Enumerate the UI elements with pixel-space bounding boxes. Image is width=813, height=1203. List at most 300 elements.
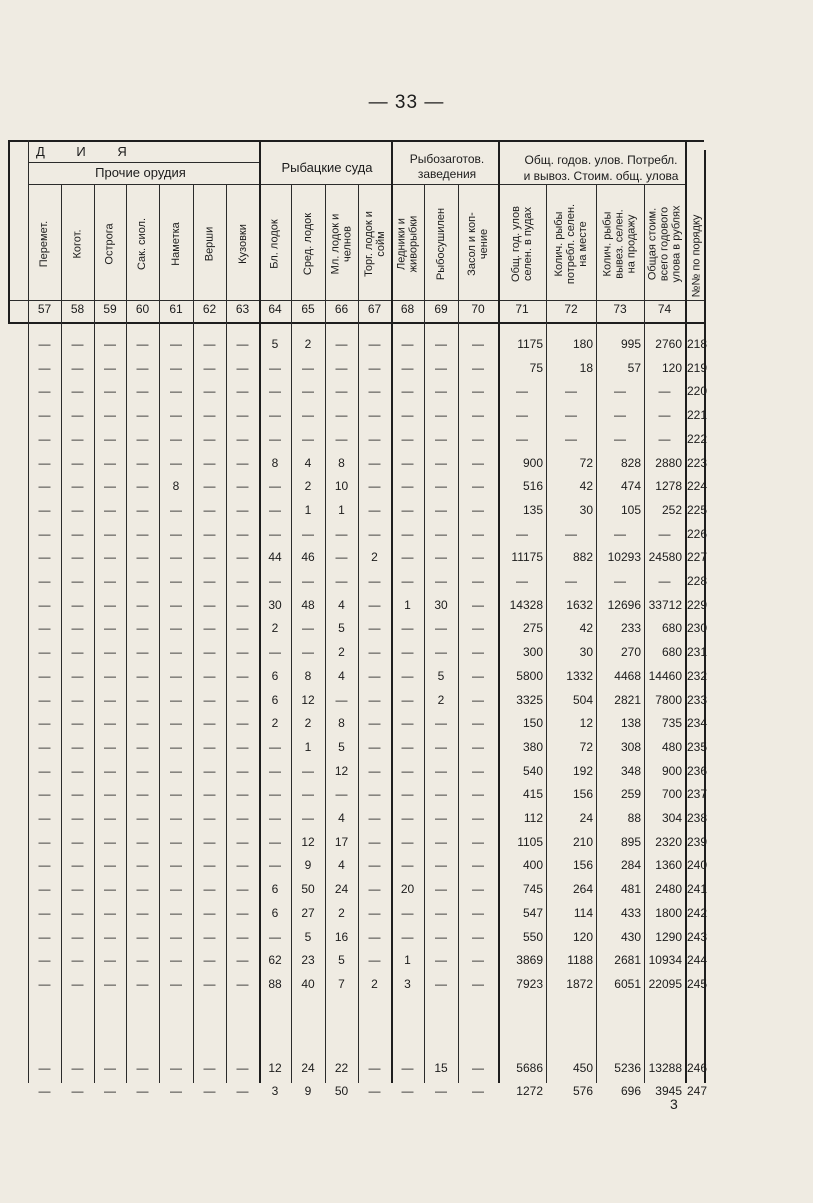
table-cell: —	[71, 1060, 84, 1075]
table-cell: 30	[579, 502, 593, 517]
table-cell: 2880	[655, 455, 682, 470]
table-cell: —	[203, 692, 216, 707]
table-cell: 24	[334, 882, 349, 897]
table-cell: 415	[522, 787, 543, 802]
table-cell: 46	[301, 550, 315, 565]
table-cell: —	[335, 337, 348, 351]
table-cell: 12	[301, 834, 315, 849]
table-cell: —	[71, 739, 84, 754]
table-cell: —	[71, 811, 84, 825]
table-cell: 2	[304, 337, 312, 351]
table-cell: —	[203, 360, 216, 375]
table-cell: 8	[338, 716, 345, 731]
table-cell: —	[401, 929, 414, 944]
table-cell: —	[170, 905, 182, 920]
table-cell: —	[71, 905, 84, 920]
table-cell: —	[401, 763, 414, 778]
table-cell: —	[104, 502, 116, 517]
table-cell: —	[472, 882, 484, 897]
table-cell: —	[136, 882, 149, 897]
table-cell: —	[104, 716, 116, 731]
table-cell: 1632	[566, 597, 593, 612]
table-cell: —	[435, 763, 447, 778]
table-cell: 2	[304, 479, 312, 494]
table-cell: —	[614, 384, 626, 399]
table-cell: —	[136, 502, 149, 517]
table-cell: —	[71, 692, 84, 707]
table-cell: 5	[271, 337, 279, 351]
table-cell: —	[170, 408, 182, 423]
table-cell: —	[472, 834, 484, 849]
row-number: 238	[687, 811, 708, 825]
table-cell: —	[435, 976, 447, 991]
table-cell: 1278	[655, 479, 682, 494]
table-cell: —	[435, 360, 447, 375]
table-cell: —	[236, 1060, 249, 1075]
table-cell: —	[516, 384, 528, 399]
table-cell: —	[170, 574, 182, 588]
column-header-71: Общ. год. улов селен. в пудах	[510, 206, 534, 282]
table-cell: 210	[572, 834, 593, 849]
table-cell: —	[203, 905, 216, 920]
table-cell: —	[435, 337, 447, 351]
table-cell: 680	[661, 621, 682, 636]
colnum-top-rule	[8, 300, 704, 301]
table-cell: —	[302, 645, 314, 660]
table-cell: —	[472, 645, 484, 660]
table-cell: 4	[338, 858, 345, 873]
header-fish-establishments: Рыбозаготов. заведения	[409, 152, 485, 181]
table-cell: 696	[620, 1084, 641, 1099]
column-header-59: Острога	[104, 223, 116, 265]
table-cell: —	[203, 1060, 216, 1075]
table-cell: —	[335, 526, 348, 541]
table-cell: —	[435, 431, 447, 446]
table-cell: —	[136, 1060, 149, 1075]
table-cell: 516	[522, 479, 543, 494]
header-dia: Д И Я	[36, 144, 141, 159]
table-cell: —	[401, 526, 414, 541]
table-cell: —	[435, 882, 447, 897]
table-cell: —	[136, 929, 149, 944]
table-cell: —	[71, 526, 84, 541]
table-cell: —	[136, 384, 149, 399]
table-cell: 57	[627, 360, 641, 375]
table-cell: 112	[523, 811, 543, 825]
row-number: 244	[687, 953, 708, 968]
table-cell: —	[472, 384, 484, 399]
table-cell: 5	[338, 621, 345, 636]
header-other-tools: Прочие орудия	[95, 165, 186, 180]
table-cell: —	[236, 550, 249, 565]
table-cell: —	[565, 431, 577, 446]
table-cell: 4	[338, 597, 345, 612]
table-cell: 1290	[655, 929, 682, 944]
table-cell: —	[203, 858, 216, 873]
table-cell: —	[38, 431, 51, 446]
table-cell: 8	[172, 479, 180, 494]
table-cell: 745	[522, 882, 543, 897]
table-cell: —	[516, 526, 528, 541]
table-cell: —	[472, 763, 484, 778]
table-cell: —	[104, 337, 116, 351]
table-cell: 252	[661, 502, 682, 517]
table-cell: —	[136, 953, 149, 968]
table-cell: 3869	[516, 953, 543, 968]
table-cell: —	[104, 834, 116, 849]
table-cell: —	[104, 645, 116, 660]
table-cell: —	[104, 597, 116, 612]
table-cell: 62	[268, 953, 282, 968]
table-cell: —	[71, 645, 84, 660]
table-cell: —	[269, 787, 281, 802]
table-cell: —	[401, 502, 414, 517]
table-cell: —	[435, 502, 447, 517]
table-cell: 481	[620, 882, 641, 897]
row-number: 220	[687, 384, 708, 399]
table-cell: —	[236, 360, 249, 375]
table-cell: —	[658, 384, 671, 399]
table-cell: 14328	[509, 597, 543, 612]
table-cell: —	[236, 455, 249, 470]
table-cell: —	[269, 502, 281, 517]
table-cell: —	[472, 431, 484, 446]
table-cell: —	[472, 1084, 484, 1099]
table-cell: —	[435, 479, 447, 494]
table-cell: 2	[271, 716, 279, 731]
table-cell: —	[335, 431, 348, 446]
table-cell: 17	[334, 834, 349, 849]
column-number-62: 62	[202, 302, 217, 316]
table-cell: 3945	[655, 1084, 682, 1099]
table-cell: 1	[304, 739, 312, 754]
row-number: 232	[687, 668, 708, 683]
table-cell: —	[236, 384, 249, 399]
table-cell: —	[38, 929, 51, 944]
table-cell: —	[236, 597, 249, 612]
table-cell: 88	[627, 811, 641, 825]
column-header-73: Колич. рыбы вывез. селен. на продажу	[602, 209, 639, 279]
table-cell: 259	[620, 787, 641, 802]
table-cell: 10	[334, 479, 349, 494]
row-number: 224	[687, 479, 708, 494]
table-cell: 48	[301, 597, 315, 612]
table-cell: —	[170, 953, 182, 968]
table-cell: 10293	[607, 550, 641, 565]
table-cell: —	[203, 574, 216, 588]
table-cell: —	[368, 455, 381, 470]
table-cell: 2480	[655, 882, 682, 897]
table-cell: —	[269, 811, 281, 825]
table-cell: —	[170, 645, 182, 660]
table-cell: —	[38, 716, 51, 731]
table-cell: —	[368, 1084, 381, 1099]
table-cell: 5	[338, 739, 345, 754]
table-cell: —	[38, 858, 51, 873]
table-cell: 474	[620, 479, 641, 494]
column-header-63: Кузовки	[236, 224, 249, 264]
table-cell: —	[38, 526, 51, 541]
table-cell: —	[368, 360, 381, 375]
row-number: 233	[687, 692, 708, 707]
table-cell: 24	[301, 1060, 315, 1075]
table-cell: —	[104, 905, 116, 920]
table-cell: —	[38, 337, 51, 351]
row-number: 247	[687, 1084, 708, 1099]
table-cell: —	[170, 976, 182, 991]
table-cell: —	[658, 574, 671, 588]
table-cell: —	[368, 645, 381, 660]
table-cell: —	[38, 455, 51, 470]
table-cell: 547	[522, 905, 543, 920]
table-cell: —	[170, 882, 182, 897]
table-cell: —	[335, 692, 348, 707]
column-header-62: Верши	[203, 226, 216, 262]
table-cell: 42	[579, 621, 593, 636]
table-cell: —	[269, 574, 281, 588]
table-cell: 882	[572, 550, 593, 565]
table-cell: —	[203, 834, 216, 849]
table-cell: —	[203, 431, 216, 446]
table-cell: 105	[620, 502, 641, 517]
table-cell: —	[472, 929, 484, 944]
table-cell: —	[136, 811, 149, 825]
table-cell: 1	[338, 502, 345, 517]
table-cell: —	[236, 834, 249, 849]
column-header-72: Колич. рыбы потребл. селен. на месте	[553, 203, 589, 285]
table-cell: —	[38, 1084, 51, 1099]
table-cell: —	[614, 574, 626, 588]
table-cell: —	[472, 716, 484, 731]
table-cell: 12	[579, 716, 593, 731]
table-cell: —	[38, 905, 51, 920]
table-cell: —	[136, 976, 149, 991]
table-cell: 15	[434, 1060, 448, 1075]
table-cell: —	[136, 739, 149, 754]
table-cell: —	[104, 1060, 116, 1075]
table-cell: —	[136, 550, 149, 565]
table-cell: 22095	[648, 976, 682, 991]
row-number: 237	[687, 787, 708, 802]
table-cell: —	[38, 787, 51, 802]
column-number-73: 73	[613, 302, 627, 316]
table-cell: —	[435, 621, 447, 636]
table-cell: 5	[437, 668, 445, 683]
table-cell: —	[71, 574, 84, 588]
table-cell: —	[104, 621, 116, 636]
table-cell: —	[368, 526, 381, 541]
column-number-57: 57	[37, 302, 52, 316]
table-cell: —	[472, 574, 484, 588]
table-cell: 7923	[516, 976, 543, 991]
table-cell: —	[104, 858, 116, 873]
table-cell: —	[236, 716, 249, 731]
table-cell: —	[516, 574, 528, 588]
table-cell: —	[203, 763, 216, 778]
table-cell: —	[435, 550, 447, 565]
table-cell: —	[104, 739, 116, 754]
table-cell: —	[368, 408, 381, 423]
table-cell: 8	[271, 455, 279, 470]
table-cell: —	[104, 929, 116, 944]
table-cell: 1105	[517, 834, 543, 849]
table-cell: 120	[572, 929, 593, 944]
table-cell: 1800	[655, 905, 682, 920]
table-cell: —	[368, 739, 381, 754]
table-cell: 5236	[614, 1060, 641, 1075]
column-number-68: 68	[400, 302, 415, 316]
table-cell: 700	[661, 787, 682, 802]
table-cell: —	[472, 1060, 484, 1075]
footer-page-number: 3	[670, 1096, 678, 1112]
table-cell: 12	[268, 1060, 282, 1075]
table-cell: —	[203, 408, 216, 423]
table-cell: —	[368, 574, 381, 588]
table-cell: —	[472, 455, 484, 470]
table-cell: 10934	[648, 953, 682, 968]
table-cell: —	[401, 692, 414, 707]
table-cell: 9	[304, 1084, 312, 1099]
table-cell: 2	[437, 692, 445, 707]
column-number-64: 64	[268, 302, 282, 316]
column-header-67: Торг. лодок и сойм	[362, 211, 387, 277]
table-cell: —	[136, 337, 149, 351]
table-cell: 270	[620, 645, 641, 660]
column-number-71: 71	[515, 302, 529, 316]
table-cell: 114	[573, 905, 593, 920]
table-cell: 20	[400, 882, 415, 897]
table-cell: —	[203, 787, 216, 802]
column-header-57: Перемет.	[38, 220, 51, 268]
catch-rule	[498, 184, 685, 185]
row-number: 234	[687, 716, 708, 731]
table-cell: 895	[620, 834, 641, 849]
table-cell: 3325	[516, 692, 543, 707]
row-number: 228	[687, 574, 708, 588]
row-number: 230	[687, 621, 708, 636]
table-cell: —	[136, 834, 149, 849]
table-cell: 24580	[648, 550, 682, 565]
table-cell: —	[269, 360, 281, 375]
table-cell: —	[71, 668, 84, 683]
table-cell: 2	[338, 645, 345, 660]
table-cell: 6	[271, 882, 279, 897]
row-number: 240	[687, 858, 708, 873]
row-number: 225	[687, 502, 708, 517]
table-cell: —	[203, 384, 216, 399]
table-cell: —	[401, 384, 414, 399]
table-cell: —	[236, 431, 249, 446]
table-cell: 900	[661, 763, 682, 778]
table-cell: —	[401, 479, 414, 494]
table-cell: 2	[304, 716, 312, 731]
table-cell: 304	[661, 811, 682, 825]
table-cell: 50	[334, 1084, 349, 1099]
table-cell: —	[104, 384, 116, 399]
table-cell: —	[104, 479, 116, 494]
table-cell: 4	[338, 668, 345, 683]
table-cell: —	[269, 834, 281, 849]
table-cell: —	[170, 455, 182, 470]
row-number: 242	[687, 905, 708, 920]
table-cell: —	[269, 384, 281, 399]
table-cell: —	[71, 597, 84, 612]
table-cell: —	[472, 976, 484, 991]
table-cell: —	[71, 976, 84, 991]
table-cell: —	[71, 360, 84, 375]
table-cell: —	[170, 550, 182, 565]
table-cell: —	[71, 953, 84, 968]
table-cell: 1360	[655, 858, 682, 873]
table-cell: —	[170, 1084, 182, 1099]
table-cell: —	[401, 408, 414, 423]
table-cell: 13288	[648, 1060, 682, 1075]
table-cell: —	[472, 360, 484, 375]
table-cell: 30	[579, 645, 593, 660]
table-cell: —	[302, 431, 314, 446]
table-cell: —	[368, 763, 381, 778]
row-number: 231	[687, 645, 708, 660]
table-cell: 8	[304, 668, 312, 683]
table-cell: 135	[522, 502, 543, 517]
table-cell: 156	[572, 787, 593, 802]
table-cell: 1188	[567, 953, 593, 968]
column-header-65: Сред. лодок	[302, 212, 314, 276]
table-cell: —	[104, 692, 116, 707]
table-cell: 233	[620, 621, 641, 636]
table-cell: —	[104, 360, 116, 375]
fish-est-rule	[391, 184, 498, 185]
table-cell: —	[516, 408, 528, 423]
colnum-bottom-rule	[8, 322, 704, 324]
table-cell: —	[302, 384, 314, 399]
table-cell: —	[368, 502, 381, 517]
table-cell: 7	[338, 976, 345, 991]
table-cell: —	[136, 455, 149, 470]
table-cell: —	[368, 479, 381, 494]
table-cell: 5800	[516, 668, 543, 683]
row-number: 222	[687, 431, 708, 446]
table-cell: —	[170, 811, 182, 825]
table-cell: 72	[579, 739, 593, 754]
table-cell: —	[472, 408, 484, 423]
table-cell: —	[472, 739, 484, 754]
table-cell: —	[302, 574, 314, 588]
table-cell: —	[170, 716, 182, 731]
table-cell: 6	[271, 692, 279, 707]
column-number-60: 60	[135, 302, 150, 316]
table-cell: 735	[661, 716, 682, 731]
table-cell: —	[472, 526, 484, 541]
table-cell: —	[136, 858, 149, 873]
table-cell: 6	[271, 668, 279, 683]
row-number: 243	[687, 929, 708, 944]
column-number-74: 74	[657, 302, 672, 316]
table-cell: —	[335, 360, 348, 375]
row-number: 226	[687, 526, 708, 541]
table-cell: —	[38, 882, 51, 897]
table-cell: —	[203, 337, 216, 351]
table-cell: —	[472, 502, 484, 517]
table-cell: —	[435, 645, 447, 660]
table-cell: 50	[301, 882, 315, 897]
table-cell: —	[136, 763, 149, 778]
table-cell: —	[472, 953, 484, 968]
table-cell: 4468	[614, 668, 641, 683]
table-cell: —	[472, 597, 484, 612]
table-cell: —	[565, 384, 577, 399]
table-cell: —	[302, 811, 314, 825]
